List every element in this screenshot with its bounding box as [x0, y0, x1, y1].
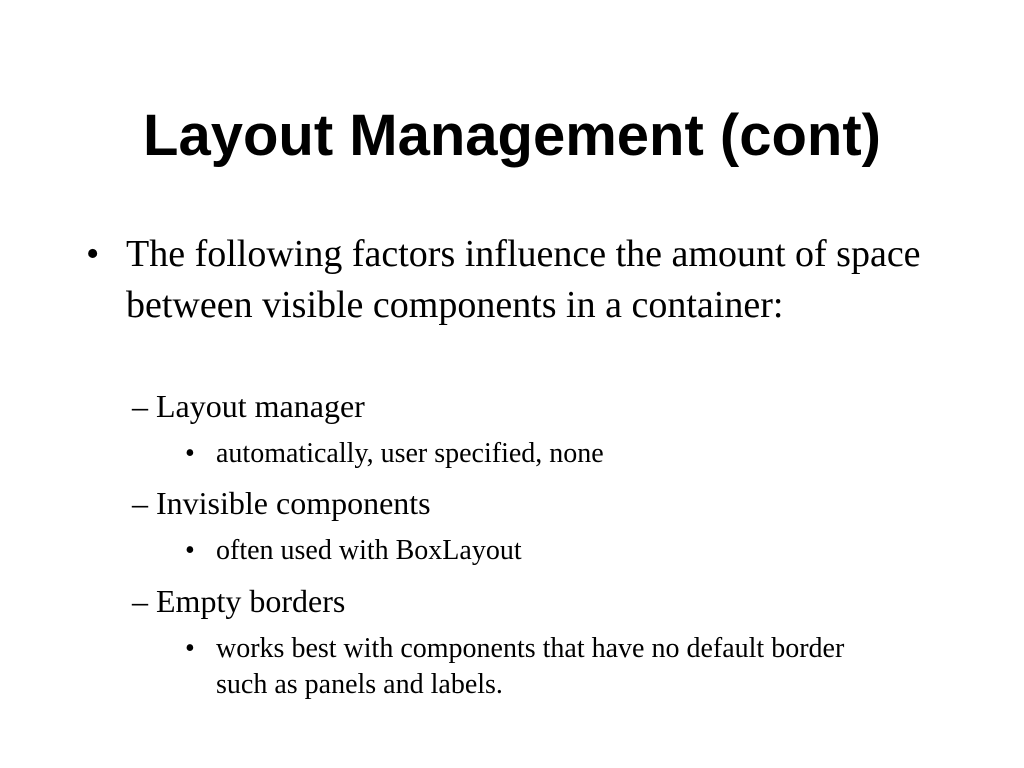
- dash-marker: –: [132, 485, 148, 521]
- detail-empty-borders: [185, 631, 885, 703]
- detail-text: often used with BoxLayout: [216, 535, 522, 566]
- dash-marker: –: [132, 583, 148, 619]
- bullet-marker: •: [86, 233, 100, 275]
- sub-item-invisible-components: [132, 483, 892, 523]
- slide-title: Layout Management (cont): [143, 103, 881, 168]
- bullet-marker: •: [185, 633, 195, 664]
- dash-marker: –: [132, 388, 148, 424]
- sub-item-empty-borders: [132, 581, 892, 621]
- sub-item-text: Invisible components: [156, 485, 431, 521]
- sub-item-layout-manager: [132, 386, 892, 426]
- detail-layout-manager: [185, 436, 905, 472]
- bullet-marker: •: [185, 535, 195, 566]
- bullet-marker: •: [185, 438, 195, 469]
- detail-text: automatically, user specified, none: [216, 438, 604, 469]
- detail-invisible-components: [185, 533, 905, 569]
- main-bullet: [86, 229, 936, 331]
- main-bullet-text: The following factors influence the amount of space between visible components in a container:: [126, 233, 921, 326]
- sub-item-text: Layout manager: [156, 388, 365, 424]
- sub-item-text: Empty borders: [156, 583, 346, 619]
- detail-text: works best with components that have no default border such as panels and labels.: [216, 633, 845, 700]
